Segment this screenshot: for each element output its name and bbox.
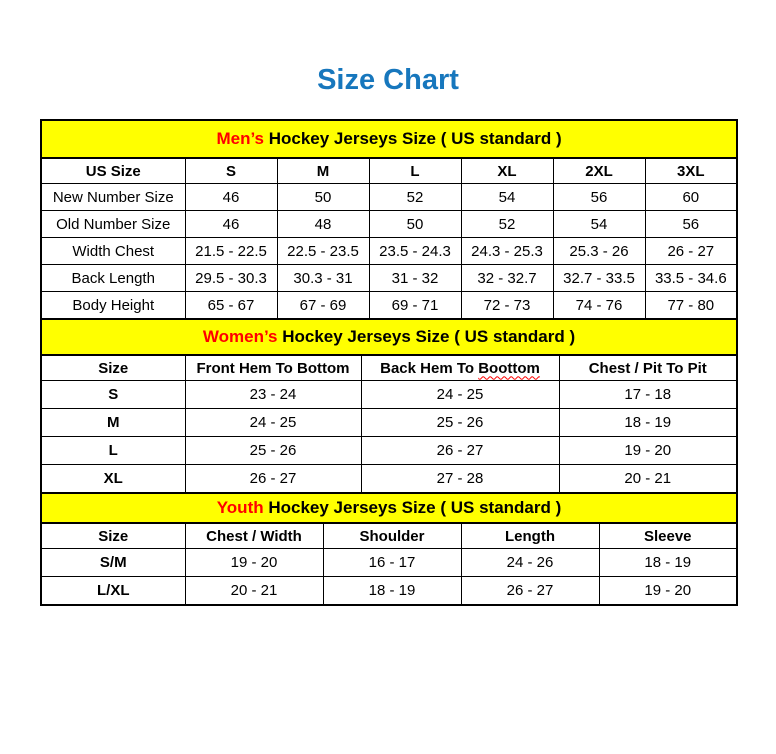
data-cell: 21.5 - 22.5 xyxy=(185,238,277,265)
data-cell: 48 xyxy=(277,211,369,238)
column-header xyxy=(645,158,737,184)
column-header-row xyxy=(41,158,737,184)
data-cell: 19 - 20 xyxy=(599,577,737,606)
data-cell: 24 - 26 xyxy=(461,549,599,577)
column-header-label: Size xyxy=(98,527,129,545)
data-cell: 74 - 76 xyxy=(553,292,645,320)
column-header-label: Length xyxy=(505,527,555,545)
row-label: Body Height xyxy=(41,292,185,320)
data-cell: 56 xyxy=(645,211,737,238)
table-row xyxy=(41,292,737,320)
section-title-highlight: Women’s xyxy=(202,327,278,346)
column-header-label: 3XL xyxy=(677,162,705,180)
column-header xyxy=(185,523,323,549)
section-title-rest: Hockey Jerseys Size ( US standard ) xyxy=(277,327,576,346)
column-header-label: M xyxy=(316,162,330,180)
table-row xyxy=(41,211,737,238)
data-cell: 69 - 71 xyxy=(369,292,461,320)
data-cell: 24 - 25 xyxy=(361,381,559,409)
column-header-label: US Size xyxy=(85,162,141,180)
size-chart-tables xyxy=(40,119,736,606)
data-cell: 25.3 - 26 xyxy=(553,238,645,265)
column-header xyxy=(185,355,361,381)
data-cell: 26 - 27 xyxy=(461,577,599,606)
table-row xyxy=(41,381,737,409)
column-header xyxy=(369,158,461,184)
data-cell: 22.5 - 23.5 xyxy=(277,238,369,265)
column-header-label: Back Hem To xyxy=(380,359,479,377)
section-title-highlight: Men’s xyxy=(216,129,264,148)
data-cell: 25 - 26 xyxy=(185,437,361,465)
row-label: M xyxy=(41,409,185,437)
column-header xyxy=(553,158,645,184)
column-header-label: S xyxy=(225,162,236,180)
column-header xyxy=(277,158,369,184)
table-row xyxy=(41,577,737,606)
column-header xyxy=(323,523,461,549)
data-cell: 19 - 20 xyxy=(185,549,323,577)
row-label: L/XL xyxy=(41,577,185,606)
row-label: New Number Size xyxy=(41,184,185,211)
section-title xyxy=(41,493,737,523)
table-row xyxy=(41,465,737,494)
data-cell: 31 - 32 xyxy=(369,265,461,292)
section-title xyxy=(41,319,737,355)
size-chart-table-women xyxy=(40,318,738,494)
column-header xyxy=(185,158,277,184)
table-row xyxy=(41,265,737,292)
data-cell: 60 xyxy=(645,184,737,211)
data-cell: 77 - 80 xyxy=(645,292,737,320)
data-cell: 24 - 25 xyxy=(185,409,361,437)
column-header xyxy=(41,158,185,184)
data-cell: 52 xyxy=(369,184,461,211)
data-cell: 32.7 - 33.5 xyxy=(553,265,645,292)
column-header-label: Chest / Width xyxy=(206,527,302,545)
table-row xyxy=(41,409,737,437)
data-cell: 54 xyxy=(461,184,553,211)
data-cell: 18 - 19 xyxy=(323,577,461,606)
row-label: Back Length xyxy=(41,265,185,292)
data-cell: 33.5 - 34.6 xyxy=(645,265,737,292)
column-header-label: 2XL xyxy=(585,162,613,180)
column-header xyxy=(599,523,737,549)
column-header-label: Front Hem To Bottom xyxy=(196,359,350,377)
data-cell: 26 - 27 xyxy=(361,437,559,465)
data-cell: 20 - 21 xyxy=(559,465,737,494)
data-cell: 50 xyxy=(277,184,369,211)
data-cell: 54 xyxy=(553,211,645,238)
column-header-label: Size xyxy=(98,359,129,377)
section-title xyxy=(41,120,737,158)
data-cell: 26 - 27 xyxy=(645,238,737,265)
column-header-row xyxy=(41,355,737,381)
column-header xyxy=(41,355,185,381)
column-header-label: L xyxy=(410,162,420,180)
column-header-label: Shoulder xyxy=(359,527,425,545)
data-cell: 24.3 - 25.3 xyxy=(461,238,553,265)
data-cell: 17 - 18 xyxy=(559,381,737,409)
column-header xyxy=(461,523,599,549)
column-header-label: XL xyxy=(497,162,517,180)
row-label: S/M xyxy=(41,549,185,577)
data-cell: 27 - 28 xyxy=(361,465,559,494)
data-cell: 19 - 20 xyxy=(559,437,737,465)
data-cell: 25 - 26 xyxy=(361,409,559,437)
data-cell: 29.5 - 30.3 xyxy=(185,265,277,292)
data-cell: 56 xyxy=(553,184,645,211)
table-row xyxy=(41,549,737,577)
column-header-label: Chest / Pit To Pit xyxy=(588,359,707,377)
row-label: S xyxy=(41,381,185,409)
column-header xyxy=(361,355,559,381)
section-title-rest: Hockey Jerseys Size ( US standard ) xyxy=(264,129,562,148)
size-chart-table-youth xyxy=(40,492,738,606)
data-cell: 23.5 - 24.3 xyxy=(369,238,461,265)
column-header xyxy=(559,355,737,381)
table-row xyxy=(41,238,737,265)
size-chart-table-men xyxy=(40,119,738,320)
column-header xyxy=(461,158,553,184)
misspelled-word: Boottom xyxy=(478,359,540,377)
data-cell: 16 - 17 xyxy=(323,549,461,577)
row-label: Old Number Size xyxy=(41,211,185,238)
data-cell: 52 xyxy=(461,211,553,238)
section-title-rest: Hockey Jerseys Size ( US standard ) xyxy=(263,498,562,517)
section-band-row xyxy=(41,319,737,355)
section-band-row xyxy=(41,120,737,158)
column-header xyxy=(41,523,185,549)
data-cell: 32 - 32.7 xyxy=(461,265,553,292)
section-title-highlight: Youth xyxy=(216,498,264,517)
data-cell: 50 xyxy=(369,211,461,238)
data-cell: 18 - 19 xyxy=(599,549,737,577)
data-cell: 20 - 21 xyxy=(185,577,323,606)
data-cell: 46 xyxy=(185,184,277,211)
column-header-label: Sleeve xyxy=(643,527,692,545)
table-row xyxy=(41,184,737,211)
data-cell: 67 - 69 xyxy=(277,292,369,320)
data-cell: 46 xyxy=(185,211,277,238)
data-cell: 26 - 27 xyxy=(185,465,361,494)
data-cell: 65 - 67 xyxy=(185,292,277,320)
data-cell: 72 - 73 xyxy=(461,292,553,320)
row-label: L xyxy=(41,437,185,465)
row-label: Width Chest xyxy=(41,238,185,265)
row-label: XL xyxy=(41,465,185,494)
data-cell: 30.3 - 31 xyxy=(277,265,369,292)
table-row xyxy=(41,437,737,465)
section-band-row xyxy=(41,493,737,523)
column-header-row xyxy=(41,523,737,549)
page-title: Size Chart xyxy=(317,64,459,96)
data-cell: 18 - 19 xyxy=(559,409,737,437)
data-cell: 23 - 24 xyxy=(185,381,361,409)
